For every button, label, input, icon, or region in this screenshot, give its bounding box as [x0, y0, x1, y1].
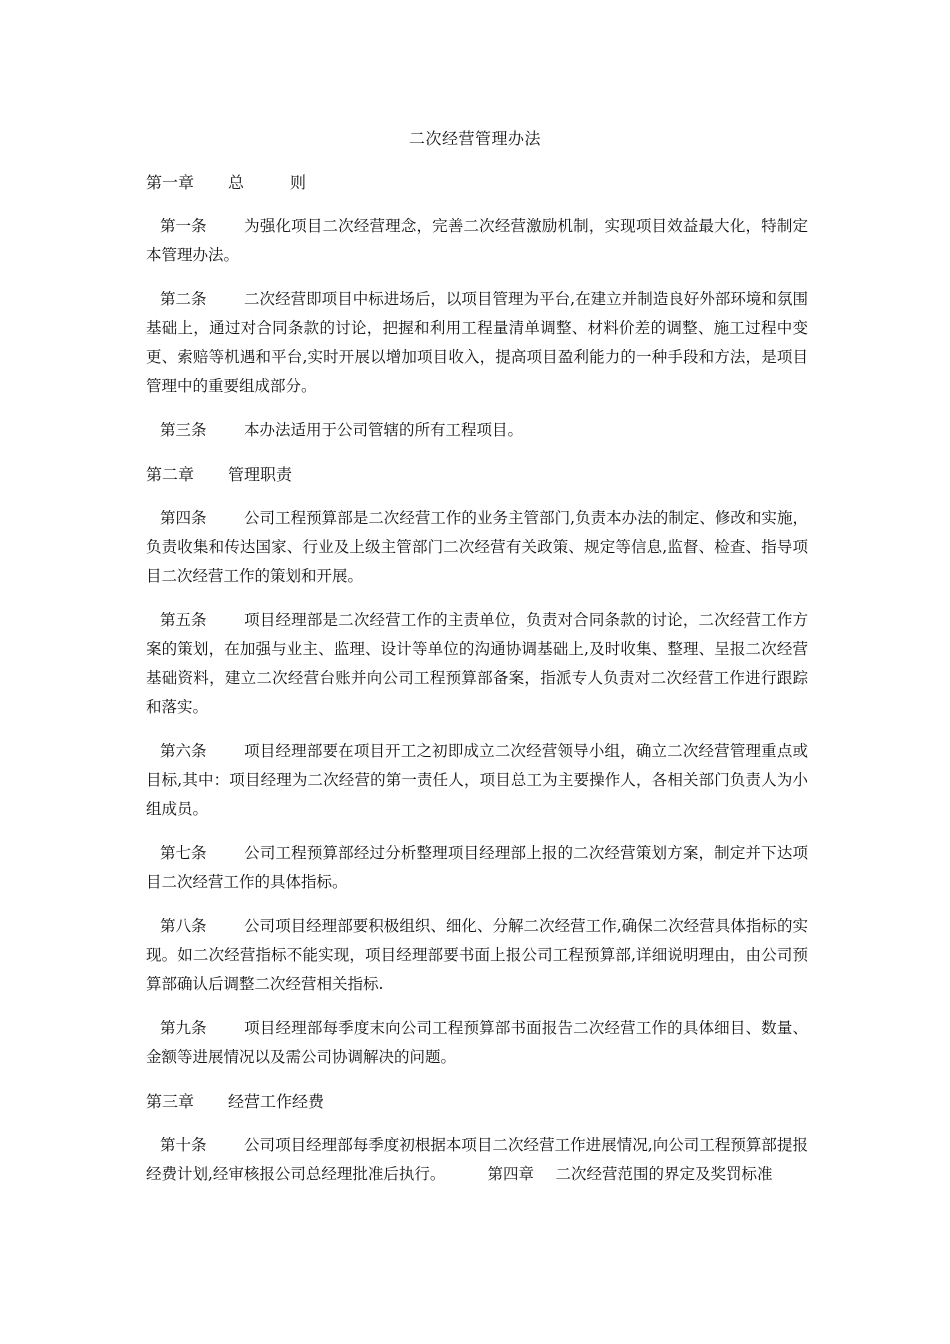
- article-text: 公司项目经理部要积极组织、细化、分解二次经营工作,确保二次经营具体指标的实现。如二次经营指标不能实现，项目经理部要书面上报公司工程预算部,详细说明理由，由公司预算部确认后调整二次经营相关指标.: [146, 917, 808, 993]
- article-text: 项目经理部要在项目开工之初即成立二次经营领导小组，确立二次经营管理重点或目标,其中：项目经理为二次经营的第一责任人，项目总工为主要操作人，各相关部门负责人为小组成员。: [146, 742, 808, 818]
- article-text: 公司工程预算部是二次经营工作的业务主管部门,负责本办法的制定、修改和实施，负责收集和传达国家、行业及上级主管部门二次经营有关政策、规定等信息,监督、检查、指导项目二次经营工作的策划和开展。: [146, 509, 808, 585]
- article-number: 第九条: [160, 1019, 207, 1037]
- article-number: 第八条: [160, 917, 207, 935]
- chapter-number: 第四章: [487, 1165, 534, 1183]
- article-number: 第七条: [160, 844, 207, 862]
- article-text: 为强化项目二次经营理念，完善二次经营激励机制，实现项目效益最大化，特制定本管理办法。: [146, 217, 808, 264]
- article-number: 第六条: [160, 742, 207, 760]
- article-number: 第四条: [160, 509, 207, 527]
- article-text: 项目经理部是二次经营工作的主责单位，负责对合同条款的讨论，二次经营工作方案的策划，在加强与业主、监理、设计等单位的沟通协调基础上,及时收集、整理、呈报二次经营基础资料，建立二次经营台账并向公司工程预算部备案，指派专人负责对二次经营工作进行跟踪和落实。: [146, 611, 808, 716]
- article-3: [146, 416, 808, 445]
- article-10: [146, 1131, 808, 1189]
- article-4: [146, 504, 808, 591]
- chapter-number: 第二章: [146, 465, 195, 484]
- article-number: 第五条: [160, 611, 207, 629]
- article-1: [146, 212, 808, 270]
- article-number: 第二条: [160, 290, 207, 308]
- article-number: 第三条: [160, 421, 207, 439]
- article-number: 第十条: [160, 1136, 207, 1154]
- article-8: [146, 912, 808, 999]
- article-text: 公司工程预算部经过分析整理项目经理部上报的二次经营策划方案，制定并下达项目二次经营工作的具体指标。: [146, 844, 808, 891]
- article-text: 项目经理部每季度末向公司工程预算部书面报告二次经营工作的具体细目、数量、金额等进展情况以及需公司协调解决的问题。: [146, 1019, 808, 1066]
- chapter-number: 第三章: [146, 1092, 195, 1111]
- chapter-heading-3: [146, 1087, 808, 1116]
- article-number: 第一条: [160, 217, 207, 235]
- chapter-heading-4: [473, 1165, 772, 1183]
- chapter-heading-1: [146, 168, 808, 197]
- chapter-number: 第一章: [146, 173, 195, 192]
- article-text: 公司项目经理部每季度初根据本项目二次经营工作进展情况,向公司工程预算部提报经费计划,经审核报公司总经理批准后执行。: [146, 1136, 808, 1183]
- chapter-name: 二次经营范围的界定及奖罚标准: [555, 1165, 773, 1183]
- article-9: [146, 1014, 808, 1072]
- article-6: [146, 737, 808, 824]
- chapter-name-part: 总: [228, 173, 245, 192]
- chapter-name-part: 则: [290, 173, 307, 192]
- article-7: [146, 839, 808, 897]
- document-title: 二次经营管理办法: [408, 129, 541, 148]
- chapter-name: 经营工作经费: [228, 1092, 325, 1111]
- article-2: [146, 285, 808, 401]
- article-5: [146, 606, 808, 722]
- document-body: [146, 168, 808, 1204]
- chapter-name: 管理职责: [228, 465, 293, 484]
- chapter-name: [228, 168, 352, 197]
- chapter-heading-2: [146, 460, 808, 489]
- article-text: 本办法适用于公司管辖的所有工程项目。: [244, 421, 524, 439]
- article-text: 二次经营即项目中标进场后，以项目管理为平台,在建立并制造良好外部环境和氛围基础上，通过对合同条款的讨论，把握和利用工程量清单调整、材料价差的调整、施工过程中变更、索赔等机遇和平台,实时开展以增加项目收入，提高项目盈利能力的一种手段和方法，是项目管理中的重要组成部分。: [146, 290, 808, 395]
